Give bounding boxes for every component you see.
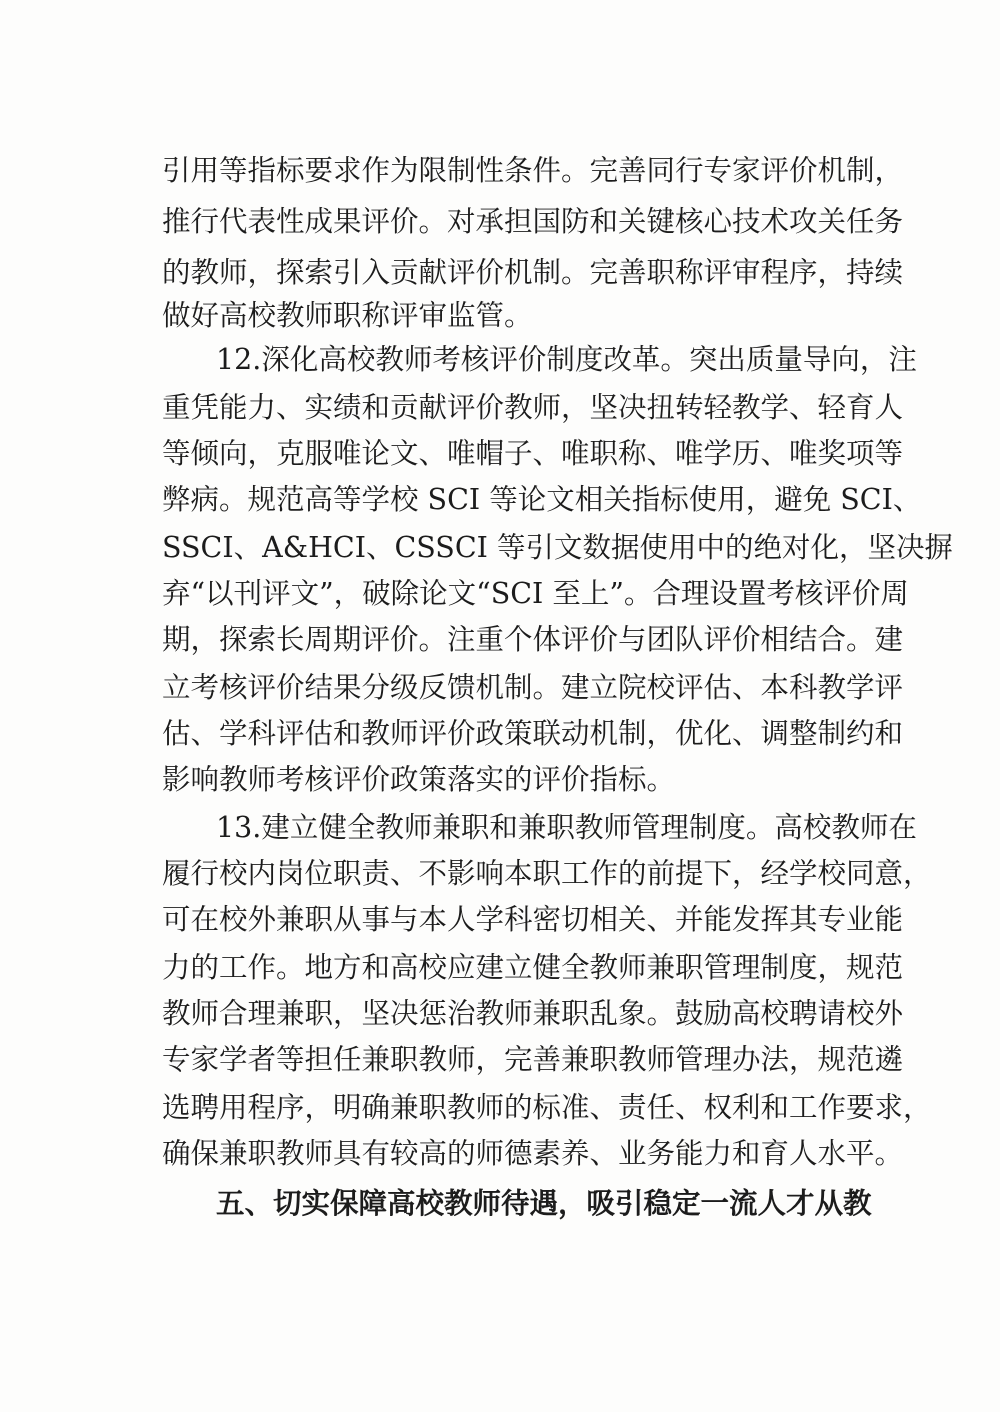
paragraph-line: 专家学者等担任兼职教师，完善兼职教师管理办法，规范遴 (162, 1043, 904, 1076)
paragraph-line: 立考核评价结果分级反馈机制。建立院校评估、本科教学评 (162, 671, 904, 704)
paragraph-line: 确保兼职教师具有较高的师德素养、业务能力和育人水平。 (162, 1137, 904, 1170)
paragraph-line: 履行校内岗位职责、不影响本职工作的前提下，经学校同意， (162, 857, 932, 890)
paragraph-line: 弃“以刊评文”，破除论文“SCI 至上”。合理设置考核评价周 (162, 577, 909, 610)
paragraph-line: 重凭能力、实绩和贡献评价教师，坚决扭转轻教学、轻育人 (162, 391, 904, 424)
paragraph-line: 引用等指标要求作为限制性条件。完善同行专家评价机制， (162, 154, 904, 187)
paragraph-line: 13.建立健全教师兼职和兼职教师管理制度。高校教师在 (216, 811, 917, 844)
paragraph-line: 选聘用程序，明确兼职教师的标准、责任、权利和工作要求， (162, 1091, 932, 1124)
paragraph-line: 的教师，探索引入贡献评价机制。完善职称评审程序，持续 (162, 256, 904, 289)
paragraph-line: 影响教师考核评价政策落实的评价指标。 (162, 763, 676, 796)
paragraph-line: 12.深化高校教师考核评价制度改革。突出质量导向，注 (216, 343, 917, 376)
paragraph-line: SSCI、A&HCI、CSSCI 等引文数据使用中的绝对化，坚决摒 (162, 531, 953, 564)
section-heading: 五、切实保障高校教师待遇，吸引稳定一流人才从教 (216, 1186, 872, 1220)
paragraph-line: 教师合理兼职，坚决惩治教师兼职乱象。鼓励高校聘请校外 (162, 997, 904, 1030)
paragraph-line: 估、学科评估和教师评价政策联动机制，优化、调整制约和 (162, 717, 904, 750)
paragraph-line: 力的工作。地方和高校应建立健全教师兼职管理制度，规范 (162, 951, 904, 984)
paragraph-line: 推行代表性成果评价。对承担国防和关键核心技术攻关任务 (162, 205, 904, 238)
paragraph-line: 等倾向，克服唯论文、唯帽子、唯职称、唯学历、唯奖项等 (162, 437, 904, 470)
paragraph-line: 期，探索长周期评价。注重个体评价与团队评价相结合。建 (162, 623, 904, 656)
paragraph-line: 可在校外兼职从事与本人学科密切相关、并能发挥其专业能 (162, 903, 904, 936)
paragraph-line: 弊病。规范高等学校 SCI 等论文相关指标使用，避免 SCI、 (162, 483, 922, 516)
paragraph-line: 做好高校教师职称评审监管。 (162, 299, 533, 332)
